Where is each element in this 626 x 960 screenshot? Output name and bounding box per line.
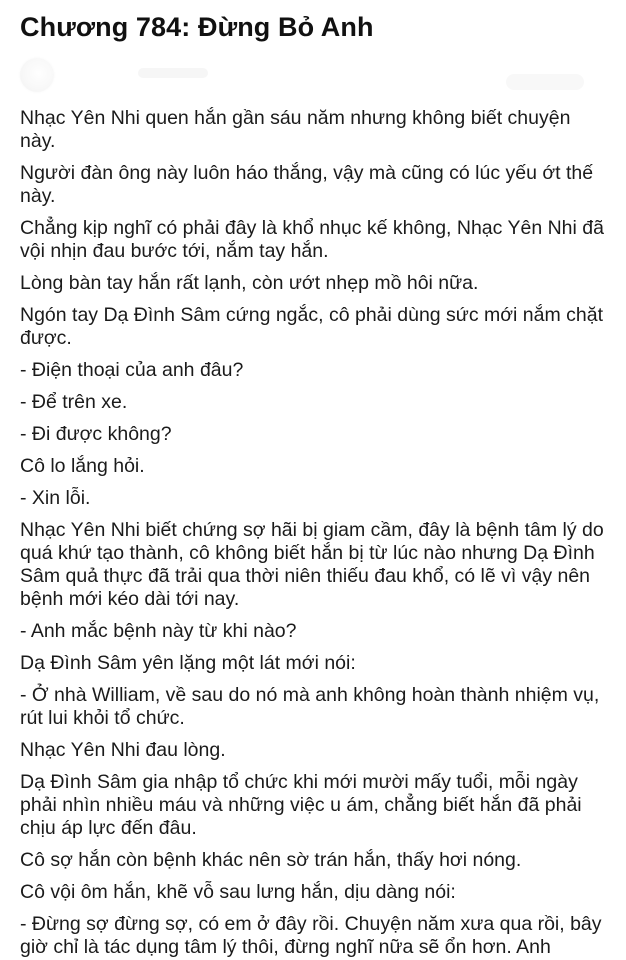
dialogue-line: - Ở nhà William, về sau do nó mà anh không hoàn thành nhiệm vụ, rút lui khỏi tổ chức. [20,684,600,729]
chapter-body [20,107,606,960]
dialogue-line: - Xin lỗi. [20,487,91,509]
header-button-placeholder [506,74,584,90]
dialogue-line: - Điện thoại của anh đâu? [20,359,244,381]
paragraph: Nhạc Yên Nhi đau lòng. [20,739,226,761]
paragraph: Cô sợ hắn còn bệnh khác nên sờ trán hắn, thấy hơi nóng. [20,849,522,871]
paragraph: Dạ Đình Sâm gia nhập tổ chức khi mới mười mấy tuổi, mỗi ngày phải nhìn nhiều máu và những việc u ám, chẳng biết hắn đã phải chịu áp lực đến đâu. [20,771,582,839]
faded-post-header [18,56,610,96]
paragraph: Dạ Đình Sâm yên lặng một lát mới nói: [20,652,356,674]
dialogue-line: - Để trên xe. [20,391,128,413]
paragraph: Lòng bàn tay hắn rất lạnh, còn ướt nhẹp mồ hôi nữa. [20,272,479,294]
author-name-placeholder [138,68,208,78]
paragraph: Cô lo lắng hỏi. [20,455,145,477]
paragraph: Người đàn ông này luôn háo thắng, vậy mà cũng có lúc yếu ớt thế này. [20,162,594,207]
paragraph: Nhạc Yên Nhi biết chứng sợ hãi bị giam cầm, đây là bệnh tâm lý do quá khứ tạo thành, cô không biết hắn bị từ lúc nào nhưng Dạ Đình Sâm quả thực đã trải qua thời niên thiếu đau khổ, có lẽ vì vậy nên bệnh mới kéo dài tới nay. [20,519,604,610]
dialogue-line: - Đừng sợ đừng sợ, có em ở đây rồi. Chuyện năm xưa qua rồi, bây giờ chỉ là tác dụng tâm lý thôi, đừng nghĩ nữa sẽ ổn hơn. Anh [20,913,602,958]
paragraph: Chẳng kịp nghĩ có phải đây là khổ nhục kế không, Nhạc Yên Nhi đã vội nhịn đau bước tới, nắm tay hắn. [20,217,604,262]
avatar [20,58,54,92]
paragraph: Cô vội ôm hắn, khẽ vỗ sau lưng hắn, dịu dàng nói: [20,881,456,903]
chapter-title: Chương 784: Đừng Bỏ Anh [20,12,374,42]
dialogue-line: - Đi được không? [20,423,172,445]
paragraph: Nhạc Yên Nhi quen hắn gần sáu năm nhưng không biết chuyện này. [20,107,571,152]
paragraph: Ngón tay Dạ Đình Sâm cứng ngắc, cô phải dùng sức mới nắm chặt được. [20,304,604,349]
dialogue-line: - Anh mắc bệnh này từ khi nào? [20,620,297,642]
